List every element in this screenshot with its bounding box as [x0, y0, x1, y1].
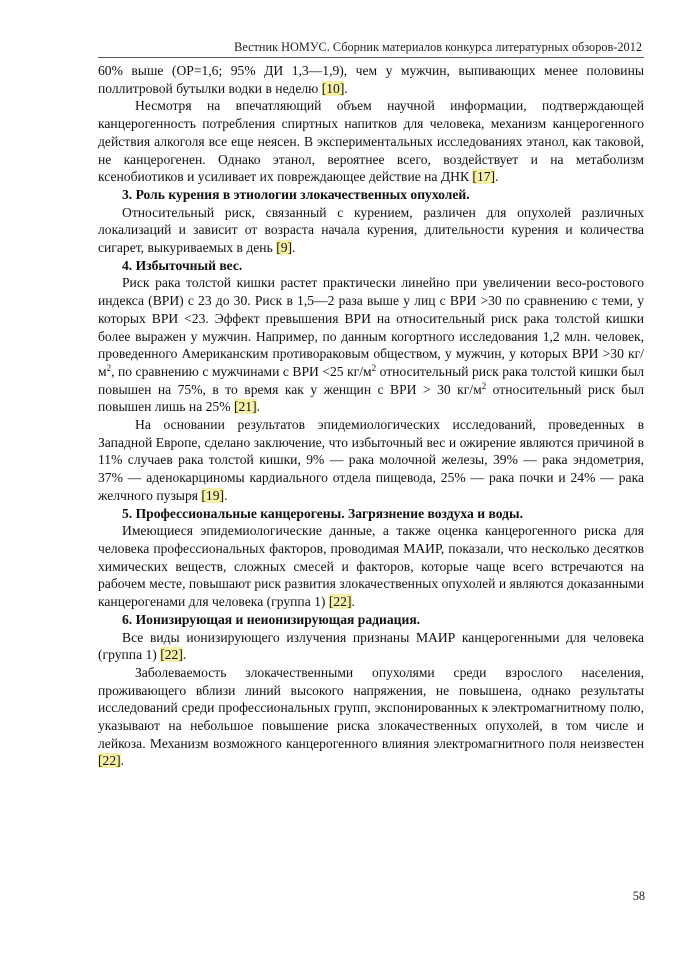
- paragraph-text: На основании результатов эпидемиологических исследований, проведенных в Западной Европе, сделано заключение, что избыточный вес и ожирение являются причиной в 11% случаев рака толстой кишки, 9% — рака молочной железы, 39% — рака эндометрия, 37% — аденокарциномы кардиального отдела пищевода, 25% — рака почки и 24% — рака желчного пузыря: [98, 417, 644, 503]
- paragraph-alcohol-risk: [98, 62, 644, 97]
- paragraph-tail: .: [120, 753, 125, 769]
- paragraph-occupational: [98, 522, 644, 611]
- paragraph-text: Несмотря на впечатляющий объем научной информации, подтверждающей канцерогенность потребления спиртных напитков для человека, механизм канцерогенного действия алкоголя все еще неясен. В экспериментальных исследованиях этанол, как таковой, не канцерогенен. Однако этанол, вероятнее всего, воздействует и на метаболизм ксенобиотиков и усиливает их повреждающее действие на ДНК: [98, 98, 644, 185]
- citation-ref[interactable]: [22]: [328, 594, 352, 610]
- citation-ref[interactable]: [22]: [98, 753, 121, 769]
- paragraph-text: Все виды ионизирующего излучения признаны МАИР канцерогенными для человека (группа 1): [98, 629, 644, 663]
- section-heading-smoking: 3. Роль курения в этиологии злокачественных опухолей.: [122, 186, 470, 202]
- superscript: 2: [371, 362, 377, 373]
- paragraph-text: , по сравнению с мужчинами с ВРИ <25 кг/м: [111, 363, 372, 379]
- paragraph-text: Заболеваемость злокачественными опухолями среди взрослого населения, проживающего вблизи линий высокого напряжения, не повышена, однако результаты исследований среди профессиональных групп, экспонированных к электромагнитному полю, указывают на небольшое повышение риска злокачественных опухолей, в том числе и лейкоза. Механизм возможного канцерогенного влияния электромагнитного поля неизвестен: [98, 664, 644, 751]
- paragraph-text: Относительный риск, связанный с курением, различен для опухолей различных локализаций и зависит от возраста начала курения, длительности курения и количества сигарет, выкуриваемых в день: [98, 204, 644, 256]
- paragraph-smoking-risk: [98, 204, 644, 257]
- superscript: 2: [106, 362, 112, 373]
- paragraph-text: относительный риск был повышен лишь на 25%: [98, 381, 645, 415]
- paragraph-alcohol-mechanism: [98, 97, 644, 186]
- paragraph-text: 60% выше (ОР=1,6; 95% ДИ 1,3—1,9), чем у мужчин, выпивающих менее половины поллитровой бутылки водки в неделю: [98, 63, 644, 96]
- section-heading-occupational: 5. Профессиональные канцерогены. Загрязнение воздуха и воды.: [122, 505, 524, 521]
- citation-ref[interactable]: [22]: [160, 647, 183, 663]
- paragraph-tail: .: [495, 169, 499, 185]
- running-header: Вестник НОМУС. Сборник материалов конкурса литературных обзоров-2012: [234, 40, 642, 54]
- paragraph-electromagnetic: [98, 664, 644, 770]
- paragraph-tail: .: [344, 80, 348, 96]
- paragraph-tail: .: [256, 399, 261, 415]
- citation-ref[interactable]: [9]: [276, 240, 293, 256]
- section-heading-overweight: 4. Избыточный вес.: [122, 257, 243, 273]
- article-body: [98, 62, 644, 770]
- citation-ref[interactable]: [19]: [201, 487, 225, 503]
- citation-ref[interactable]: [10]: [321, 80, 345, 96]
- page-number: 58: [632, 889, 645, 903]
- paragraph-text: Имеющиеся эпидемиологические данные, а также оценка канцерогенного риска для человека профессиональных факторов, проводимая МАИР, показали, что несколько десятков химических веществ, сложных смесей и факторов, которые чаще всего встречаются на рабочем месте, повышают риск развития злокачественных опухолей и являются доказанными канцерогенами для человека (группа 1): [98, 523, 644, 610]
- section-heading-radiation: 6. Ионизирующая и неионизирующая радиация.: [122, 611, 421, 627]
- paragraph-europe-overweight: [98, 416, 644, 505]
- paragraph-tail: .: [182, 647, 187, 663]
- citation-ref[interactable]: [17]: [472, 169, 496, 185]
- citation-ref[interactable]: [21]: [233, 399, 257, 415]
- paragraph-text: относительный риск рака толстой кишки был повышен на 75%, в то время как у женщин с ВРИ > 30 кг/м: [98, 363, 644, 397]
- paragraph-ionizing: [98, 629, 644, 664]
- paragraph-tail: .: [292, 240, 296, 256]
- paragraph-bmi-risk: [98, 274, 644, 416]
- superscript: 2: [481, 380, 487, 391]
- paragraph-tail: .: [224, 487, 228, 503]
- header-divider: [98, 57, 644, 58]
- paragraph-tail: .: [351, 594, 355, 610]
- paragraph-text: Риск рака толстой кишки растет практически линейно при увеличении весо-ростового индекса (ВРИ) с 23 до 30. Риск в 1,5—2 раза выше у лиц с ВРИ >30 по сравнению с теми, у которых ВРИ <23. Эффект превышения ВРИ на относительный риск рака толстой кишки более выражен у мужчин. Например, по данным когортного исследования 1,2 млн. человек, проведенного Американским противораковым обществом, у мужчин, у которых ВРИ >30 кг/м: [98, 275, 644, 379]
